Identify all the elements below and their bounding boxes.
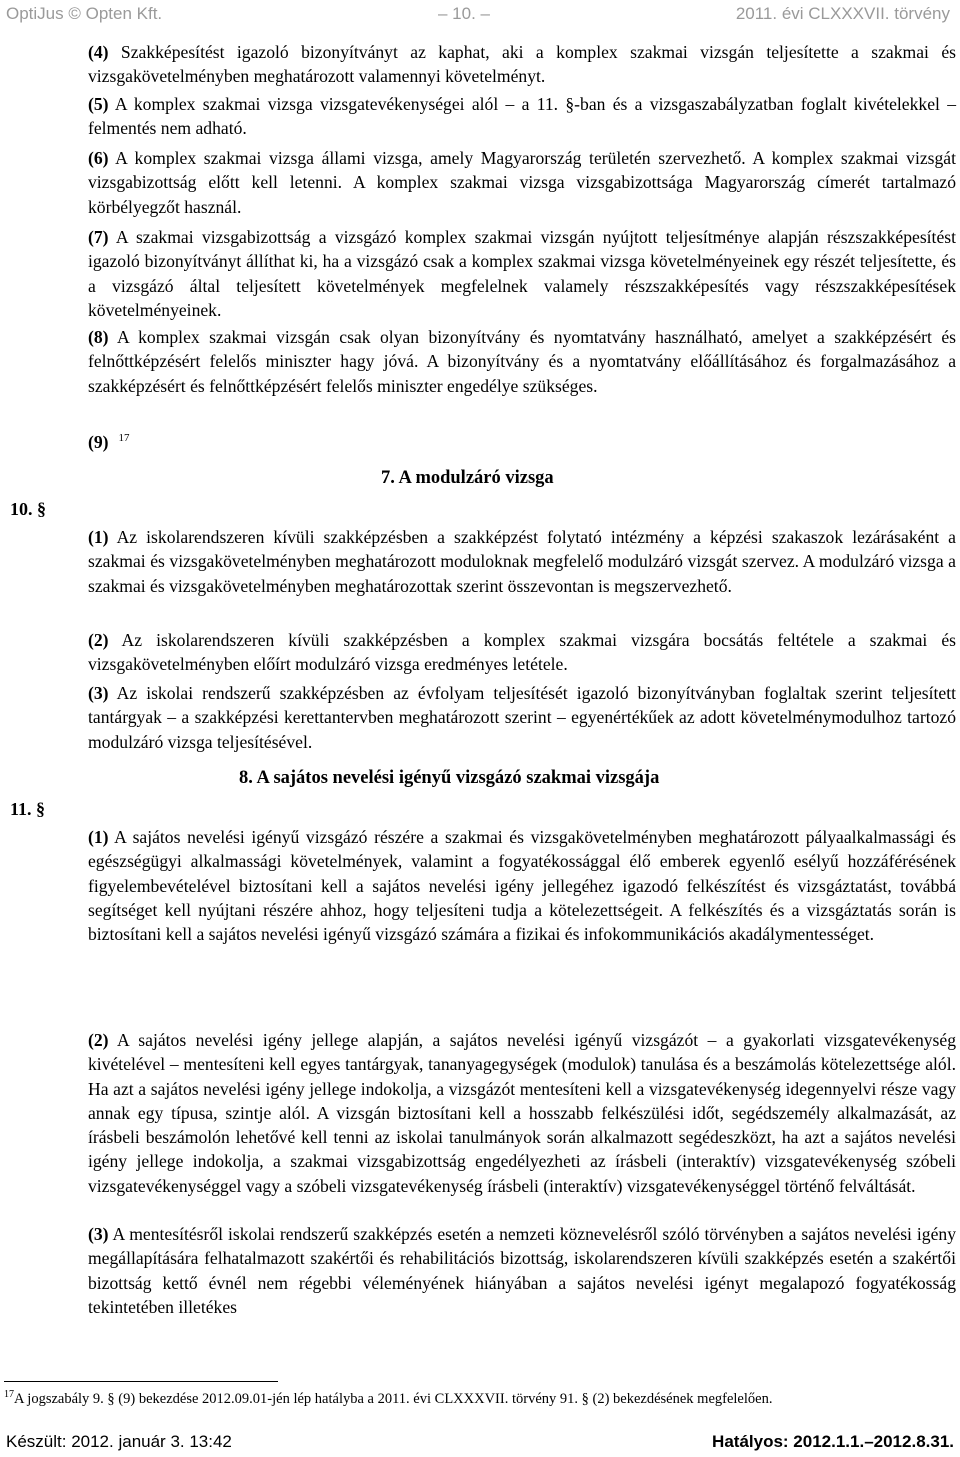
header-law-title: 2011. évi CLXXXVII. törvény — [735, 4, 950, 23]
paragraph-number: (3) — [88, 1224, 109, 1244]
footnote-reference[interactable]: 17 — [118, 432, 130, 444]
footnote-text: A jogszabály 9. § (9) bekezdése 2012.09.01-jén lép hatályba a 2011. évi CLXXXVII. törvény 91. § (2) bekezdésének megfelelően. — [14, 1390, 773, 1407]
paragraph-text: Az iskolai rendszerű szakképzésben az évfolyam teljesítését igazoló bizonyítványban foglaltak szerint teljesített tantárgyak – a szakképzési kerettantervben meghatározott szerint – egyenértékűek az adott követelménymodulhoz tartozó modulzáró vizsga teljesítésével. — [88, 683, 956, 752]
header-publisher: OptiJus © Opten Kft. — [6, 4, 163, 23]
paragraph-text: A mentesítésről iskolai rendszerű szakképzés esetén a nemzeti köznevelésről szóló törvényben a sajátos nevelési igény megállapítására felhatalmazott szakértői és rehabilitációs bizottság, iskolarendszeren kívüli szakképzés esetén a szakértői bizottság kettő évnél nem régebbi véleményének hiányában a sajátos nevelési igényt megalapozó fogyatékosság tekintetében illetékes — [88, 1224, 956, 1317]
paragraph-text: A komplex szakmai vizsgán csak olyan bizonyítvány és nyomtatvány használható, amelyet a szakképzésért és felnőttképzésért felelős miniszter hagy jóvá. A bizonyítvány és a nyomtatvány előállításához és forgalmazásához a szakképzésért és felnőttképzésért felelős miniszter engedélye szükséges. — [88, 327, 956, 396]
paragraph-text: A komplex szakmai vizsga vizsgatevékenységei alól – a 11. §-ban és a vizsgaszabályzatban foglalt kivételekkel – felmentés nem adható. — [88, 94, 956, 139]
paragraph-11-1 — [88, 825, 956, 946]
paragraph-text: A komplex szakmai vizsga állami vizsga, amely Magyarország területén szervezhető. A komplex szakmai vizsgát vizsgabizottság előtt kell letenni. A komplex szakmai vizsga vizsgabizottsága Magyarország címerét tartalmazó körbélyegzőt használ. — [88, 148, 956, 217]
paragraph-number: (8) — [88, 327, 109, 347]
paragraph-text: Az iskolarendszeren kívüli szakképzésben a szakképzést folytató intézmény a képzési szakaszok lezárásaként a szakmai és vizsgakövetelményben meghatározott moduloknak megfelelő modulzáró vizsgát szervez. A modulzáró vizsga a szakmai és vizsgakövetelményben meghatározottak szerint összevontan is megszervezhető. — [88, 527, 956, 596]
paragraph-number: (9) — [88, 431, 109, 452]
paragraph-11-3 — [88, 1222, 956, 1319]
paragraph-text: A sajátos nevelési igény jellege alapján, a sajátos nevelési igényű vizsgázót – a gyakorlati vizsgatevékenység kivételével – mentesíteni kell egyes tantárgyak, tananyagegységek (modulok) tanulása és a beszámolás kötelezettsége alól. Ha azt a sajátos nevelési igény jellege indokolja, a vizsgázót mentesíteni kell a vizsgatevékenység idegennyelvi része vagy annak egy típusa, szintje alól. A vizsgán biztosítani kell a hosszabb felkészülési időt, segédszemély alkalmazását, az írásbeli beszámolón lehetővé kell tenni az iskolai tanulmányok során alkalmazott segédeszközt, ha azt a sajátos nevelési igény jellege indokolja, a szakmai vizsgabizottság engedélyezheti az írásbeli (interaktív) vizsgatevékenység szóbeli vizsgatevékenységgel vagy a szóbeli vizsgatevékenység írásbeli (interaktív) vizsgatevékenységgel történő felváltását. — [88, 1030, 956, 1196]
paragraph-number: (2) — [88, 1030, 109, 1050]
paragraph-10-2 — [88, 628, 956, 677]
footnote-marker: 17 — [4, 1389, 14, 1400]
paragraph-10-1 — [88, 525, 956, 598]
paragraph-number: (1) — [88, 527, 109, 547]
section-label-11: 11. § — [10, 799, 46, 819]
paragraph-number: (7) — [88, 227, 109, 247]
paragraph-number: (5) — [88, 94, 109, 114]
paragraph-number: (4) — [88, 42, 109, 62]
paragraph-text: A szakmai vizsgabizottság a vizsgázó komplex szakmai vizsgán nyújtott teljesítménye alapján részszakképesítést igazoló bizonyítványt állíthat ki, ha a vizsgázó csak a komplex szakmai vizsga követelményeinek egy részét teljesítette, és a vizsgázó által teljesített követelmények megfelelnek valamely részszakképesítés vagy részszakképesítések követelményeinek. — [88, 227, 956, 320]
section-title-sni: 8. A sajátos nevelési igényű vizsgázó szakmai vizsgája — [239, 768, 660, 788]
footnote — [4, 1389, 772, 1408]
paragraph-8 — [88, 325, 956, 398]
section-label-10: 10. § — [10, 499, 46, 519]
paragraph-6 — [88, 146, 956, 219]
section-title-modulzaro: 7. A modulzáró vizsga — [381, 468, 554, 488]
page-header — [6, 4, 950, 26]
paragraph-text: Az iskolarendszeren kívüli szakképzésben a komplex szakmai vizsgára bocsátás feltétele a szakmai és vizsgakövetelményben előírt modulzáró vizsga eredményes letétele. — [88, 630, 956, 675]
paragraph-number: (2) — [88, 630, 109, 650]
paragraph-7 — [88, 225, 956, 322]
paragraph-9 — [88, 426, 956, 454]
paragraph-5 — [88, 92, 956, 141]
footnote-divider — [4, 1381, 278, 1382]
paragraph-4 — [88, 40, 956, 89]
paragraph-11-2 — [88, 1028, 956, 1198]
paragraph-number: (3) — [88, 683, 109, 703]
paragraph-number: (6) — [88, 148, 109, 168]
paragraph-text: A sajátos nevelési igényű vizsgázó részére a szakmai és vizsgakövetelményben meghatározott pályaalkalmassági és egészségügyi alkalmassági követelmények, valamint a fogyatékossággal élő emberek egyenlő esélyű hozzáférésének figyelembevételével biztosítani kell a sajátos nevelési igény jellegéhez igazodó felkészítést és vizsgáztatást, továbbá segítséget kell nyújtani részére ahhoz, hogy teljesíteni tudja a kötelezettségeit. A felkészítés és a vizsgáztatás során is biztosítani kell a sajátos nevelési igényű vizsgázó számára a fizikai és infokommunikációs akadálymentességet. — [88, 827, 956, 945]
header-page-number: – 10. – — [438, 4, 490, 23]
footer-effective: Hatályos: 2012.1.1.–2012.8.31. — [712, 1432, 954, 1451]
paragraph-text: Szakképesítést igazoló bizonyítványt az kaphat, aki a komplex szakmai vizsgán teljesítette a szakmai és vizsgakövetelményben meghatározott valamennyi követelményt. — [88, 42, 956, 87]
paragraph-number: (1) — [88, 827, 109, 847]
footer-created: Készült: 2012. január 3. 13:42 — [6, 1432, 232, 1451]
paragraph-10-3 — [88, 681, 956, 754]
